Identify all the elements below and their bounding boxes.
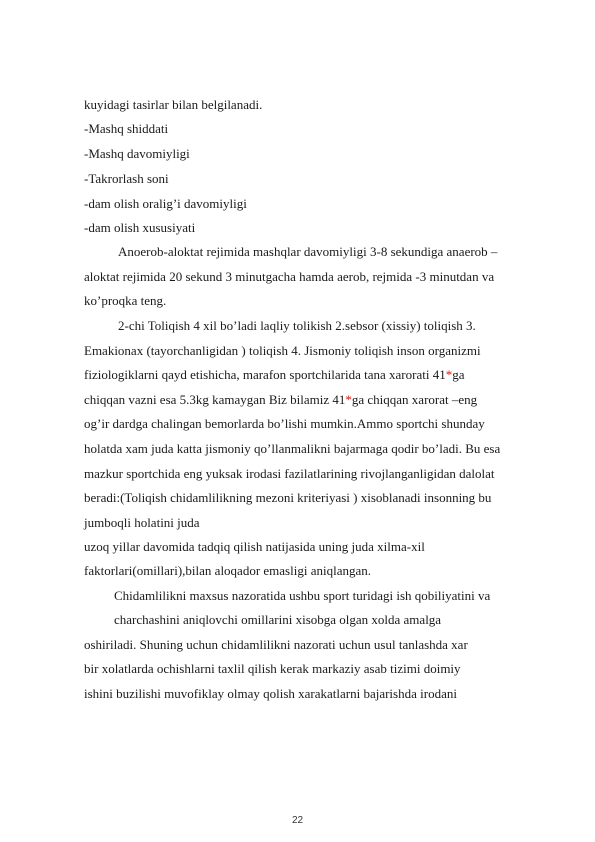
text-line: -Mashq shiddati xyxy=(84,121,169,136)
page-number: 22 xyxy=(291,815,304,826)
text-line: -Takrorlash soni xyxy=(84,171,169,186)
paragraph-line: og’ir dardga chalingan bemorlarda bo’lishi mumkin.Ammo sportchi shunday xyxy=(84,416,485,431)
paragraph-line: charchashini aniqlovchi omillarini xisobga olgan xolda amalga xyxy=(114,612,442,627)
text-line: -dam olish oralig’i davomiyligi xyxy=(84,196,247,211)
paragraph-line xyxy=(84,367,464,383)
paragraph-line: ko’proqka teng. xyxy=(84,293,167,308)
paragraph-line: 2-chi Toliqish 4 xil bo’ladi laqliy tolikish 2.sebsor (xissiy) toliqish 3. xyxy=(118,318,476,333)
paragraph-line: mazkur sportchida eng yuksak irodasi fazilatlarining rivojlanganligidan dalolat xyxy=(84,466,495,481)
paragraph-text: chiqqan vazni esa 5.3kg kamaygan Biz bilamiz 41 xyxy=(84,392,346,407)
text-line: kuyidagi tasirlar bilan belgilanadi. xyxy=(84,97,263,112)
text-line: -dam olish xususiyati xyxy=(84,220,196,235)
paragraph-line: Anoerob-aloktat rejimida mashqlar davomiyligi 3-8 sekundiga anaerob – xyxy=(118,244,498,259)
paragraph-line: jumboqli holatini juda xyxy=(84,515,200,530)
paragraph-line: oshiriladi. Shuning uchun chidamlilikni nazorati uchun usul tanlashda xar xyxy=(84,637,468,652)
paragraph-line: uzoq yillar davomida tadqiq qilish natijasida uning juda xilma-xil xyxy=(84,539,425,554)
paragraph-line: bir xolatlarda ochishlarni taxlil qilish kerak markaziy asab tizimi doimiy xyxy=(84,661,461,676)
text-line: -Mashq davomiyligi xyxy=(84,146,190,161)
paragraph-line: aloktat rejimida 20 sekund 3 minutgacha hamda aerob, rejmida -3 minutdan va xyxy=(84,269,495,284)
paragraph-text: fiziologiklarni qayd etishicha, marafon sportchilarida tana xarorati 41 xyxy=(84,367,446,382)
paragraph-line: Emakionax (tayorchanligidan ) toliqish 4. Jismoniy toliqish inson organizmi xyxy=(84,343,481,358)
paragraph-line: ishini buzilishi muvofiklay olmay qolish xarakatlarni bajarishda irodani xyxy=(84,686,457,701)
paragraph-line: Chidamlilikni maxsus nazoratida ushbu sport turidagi ish qobiliyatini va xyxy=(114,588,491,603)
paragraph-text: ga chiqqan xarorat –eng xyxy=(351,392,478,407)
paragraph-line: holatda xam juda katta jismoniy qo’llanmalikni bajarmaga qodir bo’ladi. Bu esa xyxy=(84,441,501,456)
degree-mark: * xyxy=(345,392,352,407)
degree-mark: * xyxy=(445,367,453,382)
paragraph-text: ga xyxy=(452,367,465,382)
paragraph-line xyxy=(84,392,477,408)
paragraph-line: faktorlari(omillari),bilan aloqador emasligi aniqlangan. xyxy=(84,563,371,578)
paragraph-line: beradi:(Toliqish chidamlilikning mezoni kriteriyasi ) xisoblanadi insonning bu xyxy=(84,490,492,505)
